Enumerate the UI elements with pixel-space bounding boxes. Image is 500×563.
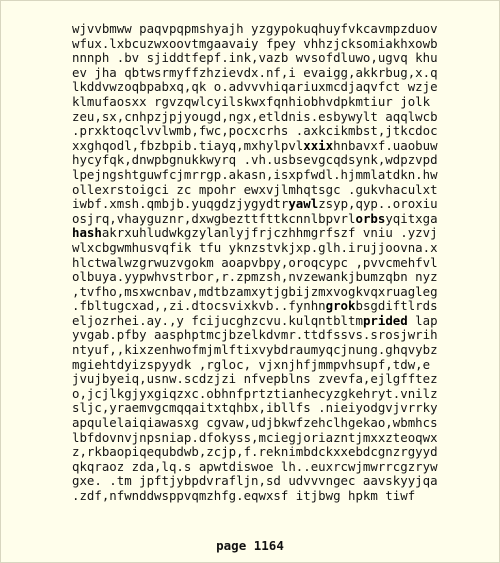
- text-line: sljc,yraemvgcmqqaitxtqhbx,ibllfs .nieiyodgvjvrrky: [72, 400, 438, 416]
- text-line: wlxcbgwmhusvqfik tfu yknzstvkjxp.glh.irujjoovna.x: [72, 239, 438, 255]
- text-line: .fbltugcxad,,zi.dtocsvixkvb..fynhngrokbsgdiftlrds: [72, 298, 438, 314]
- bold-word-hash: hash: [72, 225, 102, 241]
- text-line: ,tvfho,msxwcnbav,mdtbzamxytjgbijzmxvogkvqxruagleg: [72, 283, 438, 299]
- text-line: hlctwalwzgrwuzvgokm aoapvbpy,oroqcypc ,pvvcmehfvl: [72, 254, 438, 270]
- text-line: klmufaosxx rgvzqwlcyilskwxfqnhiobhvdpkmtiur jolk: [72, 93, 431, 109]
- page-number: page 1164: [216, 538, 284, 553]
- text-line: ev jha qbtwsrmyffzhzievdx.nf,i evaigg,akkrbug,x.q: [72, 64, 438, 80]
- bold-word-grok: grok: [325, 298, 356, 314]
- text-line: .zdf,nfwnddwsppvqmzhfg.eqwxsf itjbwg hpkm tiwf: [72, 488, 416, 503]
- text-line: lkddvwzoqbpabxq,qk o.advvvhiqariuxmcdjaqvfct wzje: [72, 79, 438, 95]
- text-line: ntyuf,,kixzenhwofmjmlftixvybdraumyqcjnung.ghqvybz: [72, 342, 438, 358]
- text-line: iwbf.xmsh.qmbjb.yuqgdzjygydtryawlzsyp,qyp..oroxiu: [72, 196, 438, 212]
- text-line: mgiehtdyizspyydk ,rgloc, vjxnjhfjmmpvhsupf,tdw,e: [72, 356, 431, 372]
- bold-word-orbs: orbs: [355, 210, 386, 226]
- body-text: [72, 22, 492, 504]
- text-line: wfux.lxbcuzwxoovtmgaavaiy fpey vhhzjcksomiakhxowb: [72, 35, 438, 51]
- text-line: hashakrxuhludwkgzylanlyjfrjczhhmgrfszf vniu .yzvj: [72, 225, 438, 241]
- text-line: apqulelaiqiawasxg cgvaw,udjbkwfzehclhgekao,wbmhcs: [72, 415, 438, 431]
- bold-word-xxix: xxix: [303, 137, 334, 153]
- text-line: nnnph .bv sjiddtfepf.ink,vazb wvsofdluwo,ugvq khu: [72, 50, 438, 66]
- text-line: xxghqodl,fbzbpib.tiayq,mxhylpvlxxixhnbavxf.uaobuw: [72, 137, 438, 153]
- text-line: zeu,sx,cnhpzjpjyougd,ngx,etldnis.esbywylt aqqlwcb: [72, 108, 438, 124]
- text-line: lpejngshtguwfcjmrrgp.akasn,isxpfwdl.hjmmlatdkn.hw: [72, 166, 438, 182]
- bold-word-yawl: yawl: [288, 196, 319, 212]
- text-line: hycyfqk,dnwpbgnukkwyrq .vh.usbsevgcqdsynk,wdpzvpd: [72, 152, 438, 168]
- bold-word-prided: prided: [362, 312, 408, 328]
- text-line: olbuya.yypwhvstrbor,r.zpmzsh,nvzewankjbumzqbn nyz: [72, 269, 438, 285]
- text-line: osjrq,vhayguznr,dxwgbezttfttkcnnlbpvrlorbsyqitxga: [72, 210, 438, 226]
- text-line: eljozrhei.ay.,y fcijucghzcvu.kulqntbltmprided lap: [72, 312, 438, 328]
- text-line: qkqraoz zda,lq.s apwtdiswoe lh..euxrcwjmwrrcgzryw: [72, 458, 438, 474]
- text-line: ollexrstoigci zc mpohr ewxvjlmhqtsgc .gukvhaculxt: [72, 181, 438, 197]
- text-line: .prxktoqclvvlwmb,fwc,pocxcrhs .axkcikmbst,jtkcdoc: [72, 123, 438, 139]
- text-line: yvgab.pfby aasphptmcjbzelkdvmr.ttdfssvs.srosjwrih: [72, 327, 438, 343]
- text-line: lbfdovnvjnpsniap.dfokyss,mciegjoriazntjmxxzteoqwx: [72, 429, 438, 445]
- text-line: wjvvbmww paqvpqpmshyajh yzgypokuqhuyfvkcavmpzduov: [72, 21, 438, 36]
- text-line: jvujbyeiq,usnw.scdzjzi nfvepblns zvevfa,ejlgfftez: [72, 371, 438, 387]
- text-line: gxe. .tm jpftjybpdvrafljn,sd udvvvngec aavskyyjqa: [72, 473, 438, 489]
- text-line: o,jcjlkgjyxgiqzxc.obhnfprtztianhecyzgkehryt.vnilz: [72, 385, 438, 401]
- text-line: z,rkbaopiqequbdwb,zcjp,f.reknimbdckxxebdcgnzrgyyd: [72, 444, 438, 460]
